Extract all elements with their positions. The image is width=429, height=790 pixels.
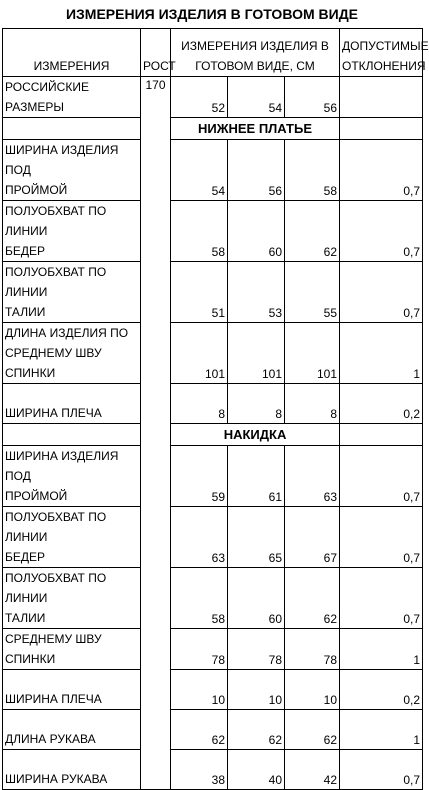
row-label-line: ПОЛУОБХВАТ ПО ЛИНИИ [5,204,107,238]
value-cell: 78 [285,629,340,670]
value-cell: 65 [228,507,285,568]
tolerance-cell: 0,2 [340,384,423,424]
value-cell: 78 [228,629,285,670]
tolerance-cell: 0,7 [340,140,423,201]
header-tolerance-line1: ДОПУСТИМЫЕ [342,39,429,53]
row-label [3,384,141,424]
row-label [3,201,141,262]
tolerance-cell: 0,7 [340,446,423,507]
value-cell: 63 [285,446,340,507]
row-label [3,568,141,629]
header-row [3,29,423,77]
table-row [3,384,423,424]
value-cell: 51 [171,262,228,323]
measurements-table [2,28,429,790]
value-cell: 67 [285,507,340,568]
section-row [3,118,423,140]
value-cell: 58 [171,568,228,629]
row-label-line: БЕДЕР [5,244,46,258]
value-cell: 38 [171,750,228,790]
tolerance-cell: 1 [340,323,423,384]
tolerance-cell: 0,2 [340,670,423,710]
section-title: НАКИДКА [171,424,340,446]
value-cell: 54 [171,140,228,201]
row-label [3,140,141,201]
value-cell: 10 [228,670,285,710]
row-label-line: ДЛИНА РУКАВА [5,732,96,746]
table-row [3,568,423,629]
row-label-line: ШИРИНА ПЛЕЧА [5,692,102,706]
row-label-line: СРЕДНЕМУ ШВУ [5,346,102,360]
tolerance-cell: 0,7 [340,201,423,262]
value-cell: 62 [228,710,285,750]
row-label-line: ТАЛИИ [5,611,46,625]
value-cell: 56 [228,140,285,201]
tolerance-cell: 1 [340,710,423,750]
header-tolerance-line2: ОТКЛОНЕНИЯ [342,59,426,73]
value-cell: 78 [171,629,228,670]
row-label [3,507,141,568]
row-label-line: СПИНКИ [5,366,56,380]
section-title: НИЖНЕЕ ПЛАТЬЕ [171,118,340,140]
value-cell: 60 [228,568,285,629]
row-label-line: ШИРИНА ИЗДЕЛИЯ ПОД [5,449,119,483]
sizes-row-label: РОССИЙСКИЕ РАЗМЕРЫ [3,77,141,118]
value-cell: 101 [228,323,285,384]
row-label-line: СРЕДНЕМУ ШВУ [5,632,102,646]
section-blank-cell [340,424,423,446]
table-row [3,201,423,262]
row-label-line: БЕДЕР [5,550,46,564]
value-cell: 59 [171,446,228,507]
value-cell: 40 [228,750,285,790]
value-cell: 10 [171,670,228,710]
header-height: РОСТ [141,29,171,77]
table-row [3,323,423,384]
value-cell: 62 [285,568,340,629]
table-row [3,446,423,507]
value-cell: 101 [171,323,228,384]
row-label-line: СПИНКИ [5,652,56,666]
table-row [3,750,423,790]
size-cell-2: 56 [285,77,340,118]
row-label [3,262,141,323]
value-cell: 60 [228,201,285,262]
row-label-line: ПОЛУОБХВАТ ПО ЛИНИИ [5,571,107,605]
value-cell: 42 [285,750,340,790]
value-cell: 10 [285,670,340,710]
header-finished-line2: ГОТОВОМ ВИДЕ, СМ [195,59,315,73]
row-label-line: ПОЛУОБХВАТ ПО ЛИНИИ [5,510,107,544]
tolerance-cell: 1 [340,629,423,670]
value-cell: 62 [171,710,228,750]
value-cell: 8 [285,384,340,424]
table-row [3,710,423,750]
value-cell: 58 [285,140,340,201]
header-tolerance [340,29,429,77]
row-label-line: ПОЛУОБХВАТ ПО ЛИНИИ [5,265,107,299]
sizes-row [3,77,423,118]
height-value: 170 [141,77,171,790]
row-label [3,629,141,670]
row-label-line: ШИРИНА РУКАВА [5,772,108,786]
value-cell: 53 [228,262,285,323]
row-label-line: ТАЛИИ [5,305,46,319]
size-cell-1: 54 [228,77,285,118]
table-row [3,507,423,568]
row-label-line: ДЛИНА ИЗДЕЛИЯ ПО [5,326,129,340]
section-blank-cell [3,424,141,446]
table-row [3,670,423,710]
page-title: ИЗМЕРЕНИЯ ИЗДЕЛИЯ В ГОТОВОМ ВИДЕ [65,6,359,22]
row-label [3,710,141,750]
header-measurements: ИЗМЕРЕНИЯ [3,29,141,77]
row-label [3,323,141,384]
table-row [3,629,423,670]
tolerance-cell: 0,7 [340,750,423,790]
value-cell: 62 [285,201,340,262]
row-label-line: ШИРИНА ПЛЕЧА [5,406,102,420]
table-row [3,262,423,323]
header-finished-size [171,29,340,77]
tolerance-cell: 0,7 [340,568,423,629]
tolerance-cell: 0,7 [340,507,423,568]
value-cell: 58 [171,201,228,262]
section-blank-cell [340,118,423,140]
row-label [3,670,141,710]
value-cell: 8 [171,384,228,424]
tolerance-cell: 0,7 [340,262,423,323]
sizes-row-tolerance-empty [340,77,423,118]
size-cell-0: 52 [171,77,228,118]
value-cell: 8 [228,384,285,424]
value-cell: 61 [228,446,285,507]
row-label [3,750,141,790]
row-label-line: ШИРИНА ИЗДЕЛИЯ ПОД [5,143,119,177]
header-finished-line1: ИЗМЕРЕНИЯ ИЗДЕЛИЯ В [181,39,329,53]
value-cell: 55 [285,262,340,323]
value-cell: 101 [285,323,340,384]
row-label [3,446,141,507]
row-label-line: ПРОЙМОЙ [5,183,68,197]
value-cell: 62 [285,710,340,750]
section-blank-cell [3,118,141,140]
table-row [3,140,423,201]
value-cell: 63 [171,507,228,568]
row-label-line: ПРОЙМОЙ [5,489,68,503]
section-row [3,424,423,446]
